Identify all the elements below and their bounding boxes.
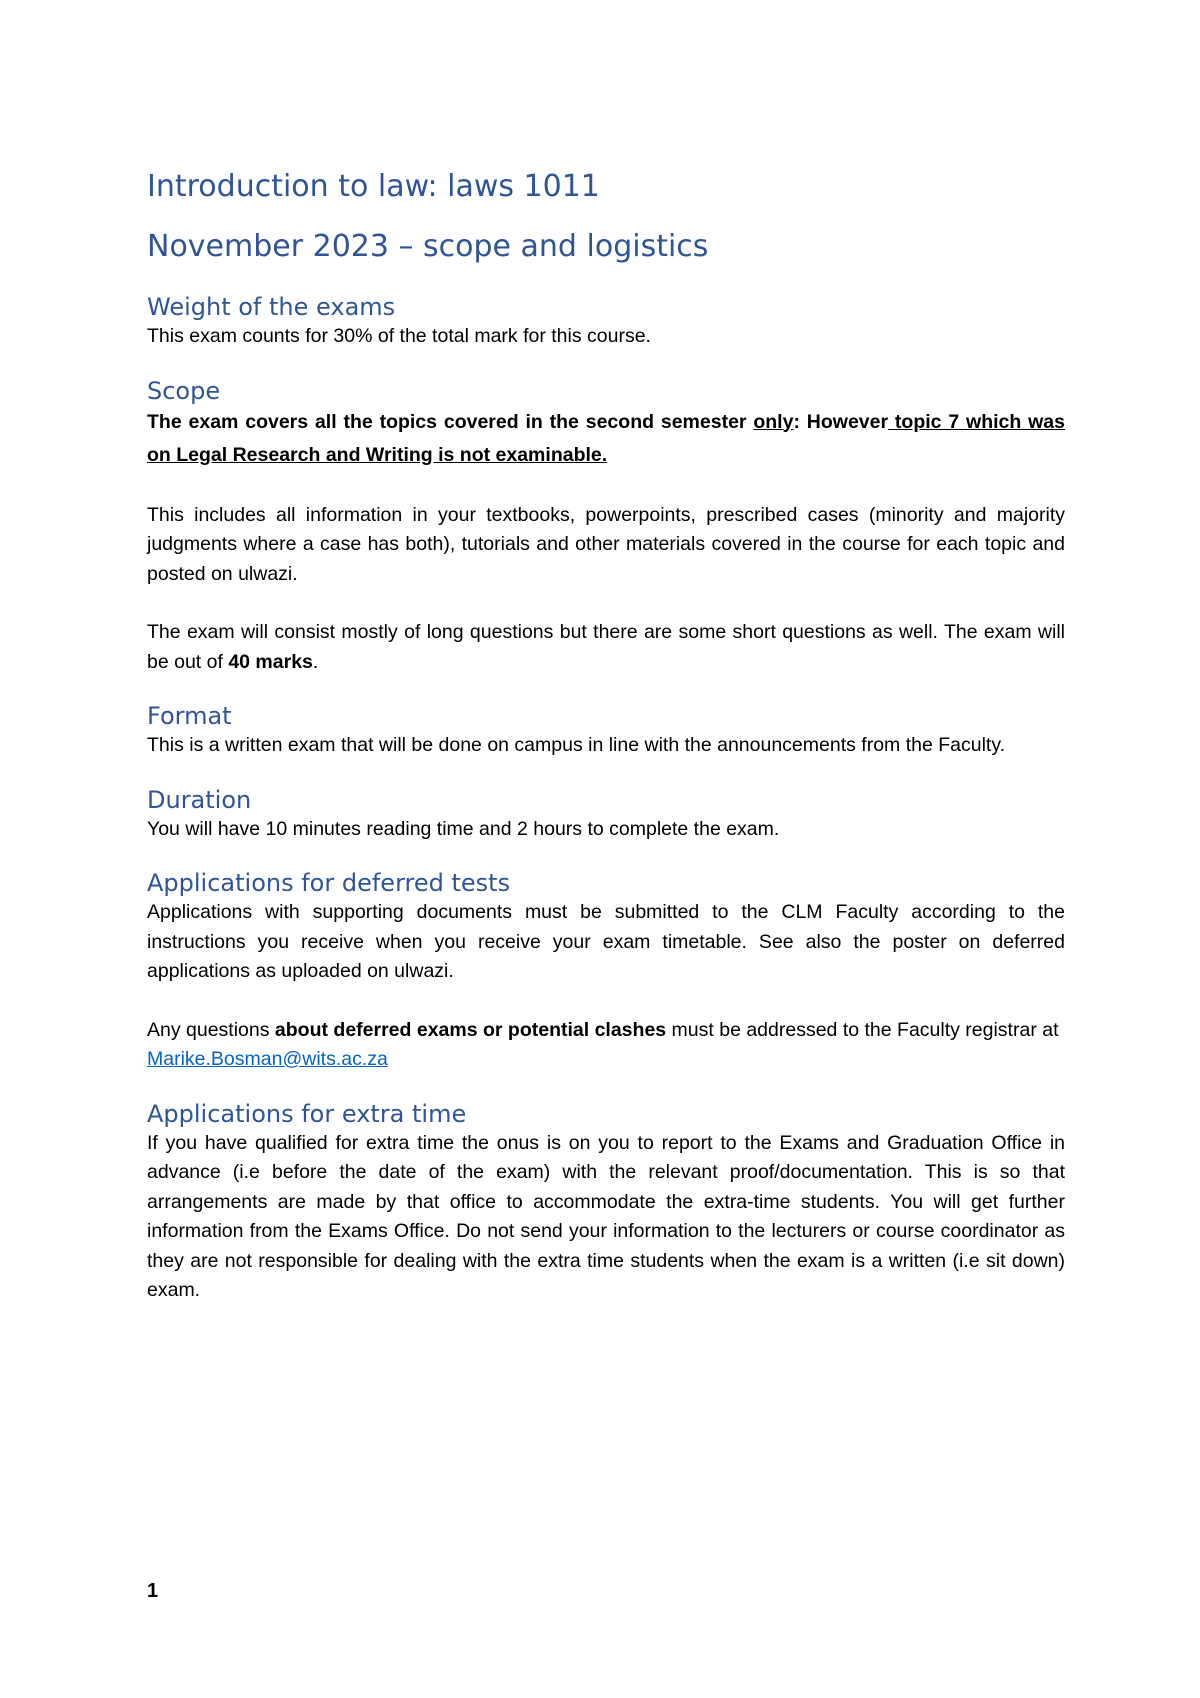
extra-time-text: If you have qualified for extra time the onus is on you to report to the Exams and Graduation Office in advance (i.e before the date of the exam) with the relevant proof/documentation. This is so that arrangements are made by that office to accommodate the extra-time students. You will get further information from the Exams Office. Do not send your information to the lecturers or course coordinator as they are not responsible for dealing with the extra time students when the exam is a written (i.e sit down) exam.: [147, 1131, 1065, 1301]
registrar-email-link[interactable]: Marike.Bosman@wits.ac.za: [147, 1048, 388, 1070]
extra-time-heading: Applications for extra time: [147, 1099, 467, 1128]
section-format: [147, 701, 1065, 761]
title-line-2: November 2023 – scope and logistics: [147, 229, 709, 264]
section-weight: [147, 292, 1065, 352]
scope-paragraph-2: This includes all information in your textbooks, powerpoints, prescribed cases (minority and majority judgments where a case has both), tutorials and other materials covered in the course for each topic and posted on ulwazi.: [147, 503, 1065, 585]
scope-paragraph-1: [147, 406, 1065, 472]
deferred-paragraph-1: Applications with supporting documents must be submitted to the CLM Faculty according to the instructions you receive when you receive your exam timetable. See also the poster on deferred applications as uploaded on ulwazi.: [147, 901, 1065, 982]
deferred-p2-bold: about deferred exams or potential clashes: [274, 1018, 667, 1041]
scope-p1-text-a: The exam covers all the topics covered in the second semester: [147, 410, 754, 433]
scope-p3-text-a: The exam will consist mostly of long questions but there are some short questions as well. The exam will be out of: [147, 621, 1065, 673]
scope-not-examinable: topic 7 which was on Legal Research and Writing is not examinable.: [147, 410, 1065, 466]
section-deferred: [147, 868, 1065, 1075]
duration-text: You will have 10 minutes reading time and 2 hours to complete the exam.: [147, 817, 780, 840]
format-text: This is a written exam that will be done on campus in line with the announcements from the Faculty.: [147, 734, 1006, 756]
scope-paragraph-3: [147, 618, 1065, 677]
deferred-heading: Applications for deferred tests: [147, 869, 511, 897]
weight-heading: Weight of the exams: [147, 293, 396, 321]
deferred-p2-text-c: must be addressed to the Faculty registrar at: [666, 1018, 1059, 1041]
deferred-paragraph-2: [147, 1016, 1065, 1075]
scope-p3-text-c: .: [312, 650, 319, 673]
duration-heading: Duration: [147, 785, 252, 814]
section-extra-time: [147, 1099, 1065, 1306]
scope-heading: Scope: [147, 376, 221, 405]
format-heading: Format: [147, 702, 232, 730]
section-scope: [147, 376, 1065, 678]
scope-p1-text-b: : However: [793, 410, 889, 433]
deferred-p2-text-a: Any questions: [147, 1018, 275, 1041]
weight-text: This exam counts for 30% of the total mark for this course.: [147, 325, 651, 347]
page-number: 1: [147, 1580, 159, 1602]
document-body: [147, 168, 1065, 1306]
scope-only-emphasis: only: [753, 410, 794, 433]
title-line-1: Introduction to law: laws 1011: [147, 169, 600, 204]
scope-marks: 40 marks: [228, 650, 313, 673]
section-duration: [147, 785, 1065, 845]
